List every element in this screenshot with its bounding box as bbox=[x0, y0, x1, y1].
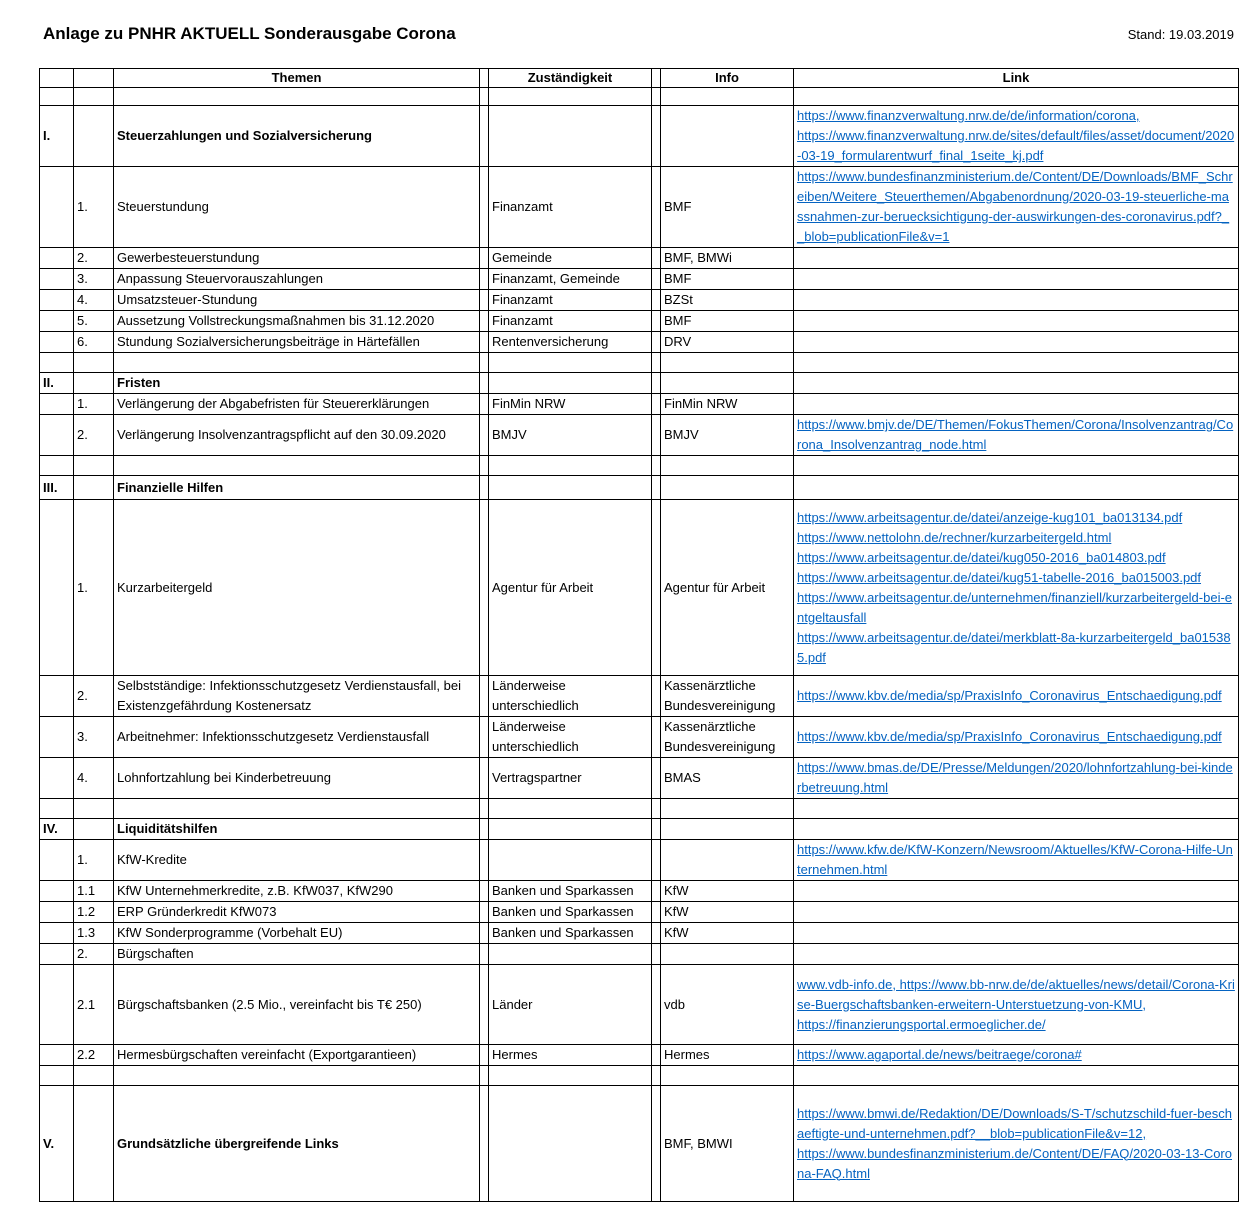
info-cell: BMAS bbox=[661, 758, 794, 799]
item-number: 2. bbox=[74, 944, 114, 965]
gap-cell bbox=[480, 167, 489, 248]
document-date: Stand: 19.03.2019 bbox=[1127, 27, 1234, 42]
gap-cell bbox=[480, 717, 489, 758]
topic-cell: KfW Unternehmerkredite, z.B. KfW037, KfW290 bbox=[114, 881, 480, 902]
link-cell bbox=[794, 902, 1239, 923]
responsibility-cell bbox=[489, 476, 652, 500]
section-number bbox=[40, 269, 74, 290]
link-url[interactable]: https://www.kfw.de/KfW-Konzern/Newsroom/Aktuelles/KfW-Corona-Hilfe-Unternehmen.html bbox=[797, 842, 1233, 877]
responsibility-cell bbox=[489, 88, 652, 106]
gap-cell bbox=[480, 758, 489, 799]
topic-cell: Bürgschaften bbox=[114, 944, 480, 965]
link-cell bbox=[794, 332, 1239, 353]
topic-cell: Bürgschaftsbanken (2.5 Mio., vereinfacht bis T€ 250) bbox=[114, 965, 480, 1045]
link-cell bbox=[794, 248, 1239, 269]
section-number bbox=[40, 415, 74, 456]
topic-cell bbox=[114, 799, 480, 819]
responsibility-cell: Banken und Sparkassen bbox=[489, 923, 652, 944]
item-number: 4. bbox=[74, 758, 114, 799]
link-cell bbox=[794, 106, 1239, 167]
section-number bbox=[40, 353, 74, 373]
link-cell bbox=[794, 1066, 1239, 1086]
info-cell: DRV bbox=[661, 332, 794, 353]
table-row bbox=[40, 456, 1239, 476]
topic-cell: KfW-Kredite bbox=[114, 840, 480, 881]
info-cell bbox=[661, 353, 794, 373]
link-cell bbox=[794, 456, 1239, 476]
gap-cell bbox=[652, 923, 661, 944]
item-number bbox=[74, 373, 114, 394]
section-number: IV. bbox=[40, 819, 74, 840]
link-cell bbox=[794, 923, 1239, 944]
link-cell bbox=[794, 394, 1239, 415]
topic-cell: Hermesbürgschaften vereinfacht (Exportgarantieen) bbox=[114, 1045, 480, 1066]
gap-cell bbox=[652, 799, 661, 819]
table-row bbox=[40, 290, 1239, 311]
section-number: I. bbox=[40, 106, 74, 167]
topic-cell: Anpassung Steuervorauszahlungen bbox=[114, 269, 480, 290]
gap-cell bbox=[652, 167, 661, 248]
gap-cell bbox=[652, 311, 661, 332]
section-number bbox=[40, 944, 74, 965]
link-cell bbox=[794, 799, 1239, 819]
link-url[interactable]: https://www.finanzverwaltung.nrw.de/sites/default/files/asset/document/2020-03-19_formularentwurf_final_1seite_kj.pdf bbox=[797, 128, 1235, 163]
gap-cell bbox=[652, 819, 661, 840]
topic-cell bbox=[114, 1066, 480, 1086]
gap-cell bbox=[652, 269, 661, 290]
gap-cell bbox=[480, 353, 489, 373]
section-number bbox=[40, 1045, 74, 1066]
gap-cell bbox=[652, 415, 661, 456]
info-cell: KfW bbox=[661, 902, 794, 923]
topic-cell: ERP Gründerkredit KfW073 bbox=[114, 902, 480, 923]
link-cell bbox=[794, 717, 1239, 758]
section-number bbox=[40, 758, 74, 799]
link-url[interactable]: https://www.kbv.de/media/sp/PraxisInfo_Coronavirus_Entschaedigung.pdf bbox=[797, 729, 1222, 744]
responsibility-cell: Banken und Sparkassen bbox=[489, 902, 652, 923]
header-themen: Themen bbox=[114, 69, 480, 88]
info-cell: Hermes bbox=[661, 1045, 794, 1066]
gap-cell bbox=[652, 500, 661, 676]
section-number: V. bbox=[40, 1086, 74, 1202]
gap-cell bbox=[652, 1086, 661, 1202]
table-row bbox=[40, 881, 1239, 902]
link-url[interactable]: www.vdb-info.de, https://www.bb-nrw.de/de/aktuelles/news/detail/Corona-Krise-Buergschaftsbanken-erweitern-Unterstuetzung-von-KMU, bbox=[797, 976, 1235, 1012]
gap-cell bbox=[480, 840, 489, 881]
section-number bbox=[40, 248, 74, 269]
responsibility-cell: Banken und Sparkassen bbox=[489, 881, 652, 902]
gap-cell bbox=[480, 476, 489, 500]
section-number bbox=[40, 456, 74, 476]
link-url[interactable]: https://www.arbeitsagentur.de/datei/kug050-2016_ba014803.pdf bbox=[797, 549, 1166, 565]
info-cell: KfW bbox=[661, 923, 794, 944]
gap-cell bbox=[652, 394, 661, 415]
responsibility-cell bbox=[489, 373, 652, 394]
link-url[interactable]: https://www.nettolohn.de/rechner/kurzarbeitergeld.html bbox=[797, 529, 1112, 545]
item-number: 1. bbox=[74, 167, 114, 248]
info-cell: BMJV bbox=[661, 415, 794, 456]
gap-cell bbox=[652, 758, 661, 799]
gap-cell bbox=[480, 965, 489, 1045]
gap-cell bbox=[480, 311, 489, 332]
table-row bbox=[40, 965, 1239, 1045]
table-row bbox=[40, 88, 1239, 106]
link-cell bbox=[794, 476, 1239, 500]
table-body bbox=[40, 88, 1239, 1202]
link-url[interactable]: https://www.agaportal.de/news/beitraege/corona# bbox=[797, 1047, 1082, 1062]
section-number: II. bbox=[40, 373, 74, 394]
table-row bbox=[40, 269, 1239, 290]
link-url[interactable]: https://www.bmwi.de/Redaktion/DE/Downloads/S-T/schutzschild-fuer-beschaeftigte-und-unternehmen.pdf?__blob=publicationFile&v=12, bbox=[797, 1105, 1232, 1141]
table-row bbox=[40, 944, 1239, 965]
info-cell bbox=[661, 88, 794, 106]
info-cell: BZSt bbox=[661, 290, 794, 311]
info-cell: BMF, BMWi bbox=[661, 248, 794, 269]
responsibility-cell: Finanzamt, Gemeinde bbox=[489, 269, 652, 290]
link-cell bbox=[794, 758, 1239, 799]
responsibility-cell: Länderweise unterschiedlich bbox=[489, 676, 652, 717]
item-number: 2. bbox=[74, 676, 114, 717]
link-url[interactable]: https://www.finanzverwaltung.nrw.de/de/information/corona, bbox=[797, 108, 1140, 123]
link-cell bbox=[794, 353, 1239, 373]
link-cell bbox=[794, 373, 1239, 394]
gap-cell bbox=[480, 902, 489, 923]
info-cell bbox=[661, 1066, 794, 1086]
info-cell: BMF, BMWI bbox=[661, 1086, 794, 1202]
gap-cell bbox=[480, 394, 489, 415]
topic-cell: Kurzarbeitergeld bbox=[114, 500, 480, 676]
item-number bbox=[74, 819, 114, 840]
gap-cell bbox=[652, 332, 661, 353]
section-number bbox=[40, 167, 74, 248]
responsibility-cell bbox=[489, 1066, 652, 1086]
topic-cell: Grundsätzliche übergreifende Links bbox=[114, 1086, 480, 1202]
item-number: 3. bbox=[74, 269, 114, 290]
gap-cell bbox=[480, 373, 489, 394]
link-url[interactable]: https://finanzierungsportal.ermoeglicher.de/ bbox=[797, 1016, 1046, 1032]
gap-cell bbox=[480, 1066, 489, 1086]
item-number bbox=[74, 456, 114, 476]
header-num bbox=[40, 69, 74, 88]
info-cell: BMF bbox=[661, 167, 794, 248]
topic-cell: KfW Sonderprogramme (Vorbehalt EU) bbox=[114, 923, 480, 944]
topic-cell: Umsatzsteuer-Stundung bbox=[114, 290, 480, 311]
link-cell bbox=[794, 269, 1239, 290]
responsibility-cell bbox=[489, 799, 652, 819]
responsibility-cell: Vertragspartner bbox=[489, 758, 652, 799]
responsibility-cell: Rentenversicherung bbox=[489, 332, 652, 353]
item-number: 1. bbox=[74, 840, 114, 881]
link-url[interactable]: https://www.bundesfinanzministerium.de/Content/DE/FAQ/2020-03-13-Corona-FAQ.html bbox=[797, 1145, 1232, 1181]
table-row bbox=[40, 394, 1239, 415]
gap-cell bbox=[480, 415, 489, 456]
table-row bbox=[40, 167, 1239, 248]
topic-cell: Selbstständige: Infektionsschutzgesetz Verdienstausfall, bei Existenzgefährdung Kostenersatz bbox=[114, 676, 480, 717]
responsibility-cell: Agentur für Arbeit bbox=[489, 500, 652, 676]
header-link: Link bbox=[794, 69, 1239, 88]
link-cell bbox=[794, 1086, 1239, 1202]
section-number bbox=[40, 88, 74, 106]
link-url[interactable]: https://www.bmjv.de/DE/Themen/FokusThemen/Corona/Insolvenzantrag/Corona_Insolvenzantrag_node.html bbox=[797, 417, 1234, 452]
topic-cell: Finanzielle Hilfen bbox=[114, 476, 480, 500]
table-row bbox=[40, 902, 1239, 923]
table-row bbox=[40, 1066, 1239, 1086]
section-number bbox=[40, 332, 74, 353]
section-number bbox=[40, 394, 74, 415]
table-row bbox=[40, 373, 1239, 394]
topic-cell bbox=[114, 353, 480, 373]
table-row bbox=[40, 717, 1239, 758]
link-cell bbox=[794, 88, 1239, 106]
table-row bbox=[40, 819, 1239, 840]
item-number bbox=[74, 1066, 114, 1086]
table-row bbox=[40, 106, 1239, 167]
gap-cell bbox=[480, 944, 489, 965]
gap-cell bbox=[652, 88, 661, 106]
info-cell bbox=[661, 106, 794, 167]
item-number: 3. bbox=[74, 717, 114, 758]
responsibility-cell: Finanzamt bbox=[489, 290, 652, 311]
responsibility-cell: FinMin NRW bbox=[489, 394, 652, 415]
item-number: 2. bbox=[74, 415, 114, 456]
topic-cell: Verlängerung Insolvenzantragspflicht auf den 30.09.2020 bbox=[114, 415, 480, 456]
link-cell bbox=[794, 311, 1239, 332]
topic-cell: Verlängerung der Abgabefristen für Steuererklärungen bbox=[114, 394, 480, 415]
gap-cell bbox=[480, 269, 489, 290]
link-url[interactable]: https://www.arbeitsagentur.de/datei/merkblatt-8a-kurzarbeitergeld_ba015385.pdf bbox=[797, 629, 1231, 665]
gap-cell bbox=[652, 373, 661, 394]
table-row bbox=[40, 415, 1239, 456]
item-number: 6. bbox=[74, 332, 114, 353]
gap-cell bbox=[652, 353, 661, 373]
link-url[interactable]: https://www.bundesfinanzministerium.de/Content/DE/Downloads/BMF_Schreiben/Weitere_Steuerthemen/Abgabenordnung/2020-03-19-steuerliche-massnahmen-zur-beruecksichtigung-der-auswirkungen-des-coronavirus.pdf?__blob=publicationFile&v=1 bbox=[797, 169, 1233, 244]
section-number bbox=[40, 290, 74, 311]
responsibility-cell: BMJV bbox=[489, 415, 652, 456]
section-number bbox=[40, 1066, 74, 1086]
section-number bbox=[40, 799, 74, 819]
link-cell bbox=[794, 415, 1239, 456]
item-number: 1. bbox=[74, 500, 114, 676]
link-cell bbox=[794, 676, 1239, 717]
link-cell bbox=[794, 167, 1239, 248]
responsibility-cell: Länder bbox=[489, 965, 652, 1045]
responsibility-cell bbox=[489, 1086, 652, 1202]
table-row bbox=[40, 248, 1239, 269]
table-row bbox=[40, 476, 1239, 500]
link-cell bbox=[794, 819, 1239, 840]
section-number bbox=[40, 311, 74, 332]
info-cell: KfW bbox=[661, 881, 794, 902]
topic-cell: Stundung Sozialversicherungsbeiträge in Härtefällen bbox=[114, 332, 480, 353]
topic-cell: Steuerstundung bbox=[114, 167, 480, 248]
topic-cell: Liquiditätshilfen bbox=[114, 819, 480, 840]
info-cell: FinMin NRW bbox=[661, 394, 794, 415]
gap-cell bbox=[480, 88, 489, 106]
item-number: 2.1 bbox=[74, 965, 114, 1045]
link-cell bbox=[794, 500, 1239, 676]
info-cell: vdb bbox=[661, 965, 794, 1045]
info-cell bbox=[661, 799, 794, 819]
item-number: 1.2 bbox=[74, 902, 114, 923]
responsibility-cell: Hermes bbox=[489, 1045, 652, 1066]
item-number: 2.2 bbox=[74, 1045, 114, 1066]
item-number: 1.1 bbox=[74, 881, 114, 902]
gap-cell bbox=[652, 1066, 661, 1086]
gap-cell bbox=[652, 248, 661, 269]
link-cell bbox=[794, 840, 1239, 881]
link-url[interactable]: https://www.kbv.de/media/sp/PraxisInfo_Coronavirus_Entschaedigung.pdf bbox=[797, 688, 1222, 703]
responsibility-cell: Finanzamt bbox=[489, 311, 652, 332]
responsibility-cell: Finanzamt bbox=[489, 167, 652, 248]
gap-cell bbox=[652, 840, 661, 881]
gap-cell bbox=[480, 881, 489, 902]
item-number: 4. bbox=[74, 290, 114, 311]
responsibility-cell: Länderweise unterschiedlich bbox=[489, 717, 652, 758]
topic-cell: Fristen bbox=[114, 373, 480, 394]
info-cell bbox=[661, 944, 794, 965]
table-row bbox=[40, 840, 1239, 881]
table-row bbox=[40, 799, 1239, 819]
gap-cell bbox=[652, 1045, 661, 1066]
responsibility-cell: Gemeinde bbox=[489, 248, 652, 269]
section-number bbox=[40, 676, 74, 717]
link-url[interactable]: https://www.arbeitsagentur.de/datei/anzeige-kug101_ba013134.pdf bbox=[797, 509, 1183, 525]
responsibility-cell bbox=[489, 819, 652, 840]
gap-cell bbox=[480, 676, 489, 717]
item-number: 1. bbox=[74, 394, 114, 415]
link-url[interactable]: https://www.bmas.de/DE/Presse/Meldungen/2020/lohnfortzahlung-bei-kinderbetreuung.html bbox=[797, 760, 1233, 795]
responsibility-cell bbox=[489, 944, 652, 965]
gap-cell bbox=[480, 500, 489, 676]
info-cell: Kassenärztliche Bundesvereinigung bbox=[661, 717, 794, 758]
responsibility-cell bbox=[489, 840, 652, 881]
header-gap bbox=[652, 69, 661, 88]
header-zustaendigkeit: Zuständigkeit bbox=[489, 69, 652, 88]
info-cell bbox=[661, 456, 794, 476]
item-number: 1.3 bbox=[74, 923, 114, 944]
link-url[interactable]: https://www.arbeitsagentur.de/datei/kug51-tabelle-2016_ba015003.pdf bbox=[797, 569, 1202, 585]
gap-cell bbox=[480, 248, 489, 269]
resources-table bbox=[39, 68, 1239, 1202]
gap-cell bbox=[480, 1086, 489, 1202]
gap-cell bbox=[652, 965, 661, 1045]
responsibility-cell bbox=[489, 106, 652, 167]
gap-cell bbox=[652, 106, 661, 167]
info-cell bbox=[661, 840, 794, 881]
gap-cell bbox=[480, 456, 489, 476]
info-cell: Kassenärztliche Bundesvereinigung bbox=[661, 676, 794, 717]
header-info: Info bbox=[661, 69, 794, 88]
document-title: Anlage zu PNHR AKTUELL Sonderausgabe Corona bbox=[43, 24, 456, 43]
item-number bbox=[74, 799, 114, 819]
topic-cell: Aussetzung Vollstreckungsmaßnahmen bis 31.12.2020 bbox=[114, 311, 480, 332]
gap-cell bbox=[652, 476, 661, 500]
section-number bbox=[40, 881, 74, 902]
gap-cell bbox=[480, 106, 489, 167]
header-row bbox=[40, 69, 1239, 88]
section-number: III. bbox=[40, 476, 74, 500]
gap-cell bbox=[652, 676, 661, 717]
topic-cell bbox=[114, 456, 480, 476]
item-number: 2. bbox=[74, 248, 114, 269]
gap-cell bbox=[652, 717, 661, 758]
table-row bbox=[40, 1045, 1239, 1066]
responsibility-cell bbox=[489, 353, 652, 373]
table-row bbox=[40, 500, 1239, 676]
item-number: 5. bbox=[74, 311, 114, 332]
topic-cell bbox=[114, 88, 480, 106]
section-number bbox=[40, 965, 74, 1045]
section-number bbox=[40, 923, 74, 944]
table-row bbox=[40, 353, 1239, 373]
header-sub bbox=[74, 69, 114, 88]
table-row bbox=[40, 923, 1239, 944]
table-row bbox=[40, 1086, 1239, 1202]
item-number bbox=[74, 106, 114, 167]
item-number bbox=[74, 88, 114, 106]
link-url[interactable]: https://www.arbeitsagentur.de/unternehmen/finanziell/kurzarbeitergeld-bei-entgeltausfall bbox=[797, 589, 1233, 625]
link-cell bbox=[794, 1045, 1239, 1066]
link-cell bbox=[794, 965, 1239, 1045]
link-cell bbox=[794, 944, 1239, 965]
info-cell bbox=[661, 373, 794, 394]
gap-cell bbox=[652, 881, 661, 902]
topic-cell: Lohnfortzahlung bei Kinderbetreuung bbox=[114, 758, 480, 799]
section-number bbox=[40, 840, 74, 881]
gap-cell bbox=[652, 456, 661, 476]
header-gap bbox=[480, 69, 489, 88]
link-cell bbox=[794, 290, 1239, 311]
gap-cell bbox=[480, 290, 489, 311]
link-cell bbox=[794, 881, 1239, 902]
table-row bbox=[40, 758, 1239, 799]
topic-cell: Steuerzahlungen und Sozialversicherung bbox=[114, 106, 480, 167]
info-cell bbox=[661, 476, 794, 500]
topic-cell: Arbeitnehmer: Infektionsschutzgesetz Verdienstausfall bbox=[114, 717, 480, 758]
info-cell: BMF bbox=[661, 269, 794, 290]
gap-cell bbox=[652, 902, 661, 923]
table-row bbox=[40, 676, 1239, 717]
responsibility-cell bbox=[489, 456, 652, 476]
section-number bbox=[40, 500, 74, 676]
gap-cell bbox=[480, 923, 489, 944]
table-row bbox=[40, 332, 1239, 353]
item-number bbox=[74, 476, 114, 500]
item-number bbox=[74, 353, 114, 373]
section-number bbox=[40, 902, 74, 923]
gap-cell bbox=[652, 290, 661, 311]
info-cell bbox=[661, 819, 794, 840]
topic-cell: Gewerbesteuerstundung bbox=[114, 248, 480, 269]
gap-cell bbox=[480, 799, 489, 819]
item-number bbox=[74, 1086, 114, 1202]
info-cell: Agentur für Arbeit bbox=[661, 500, 794, 676]
gap-cell bbox=[480, 819, 489, 840]
gap-cell bbox=[652, 944, 661, 965]
info-cell: BMF bbox=[661, 311, 794, 332]
table-row bbox=[40, 311, 1239, 332]
gap-cell bbox=[480, 332, 489, 353]
section-number bbox=[40, 717, 74, 758]
gap-cell bbox=[480, 1045, 489, 1066]
